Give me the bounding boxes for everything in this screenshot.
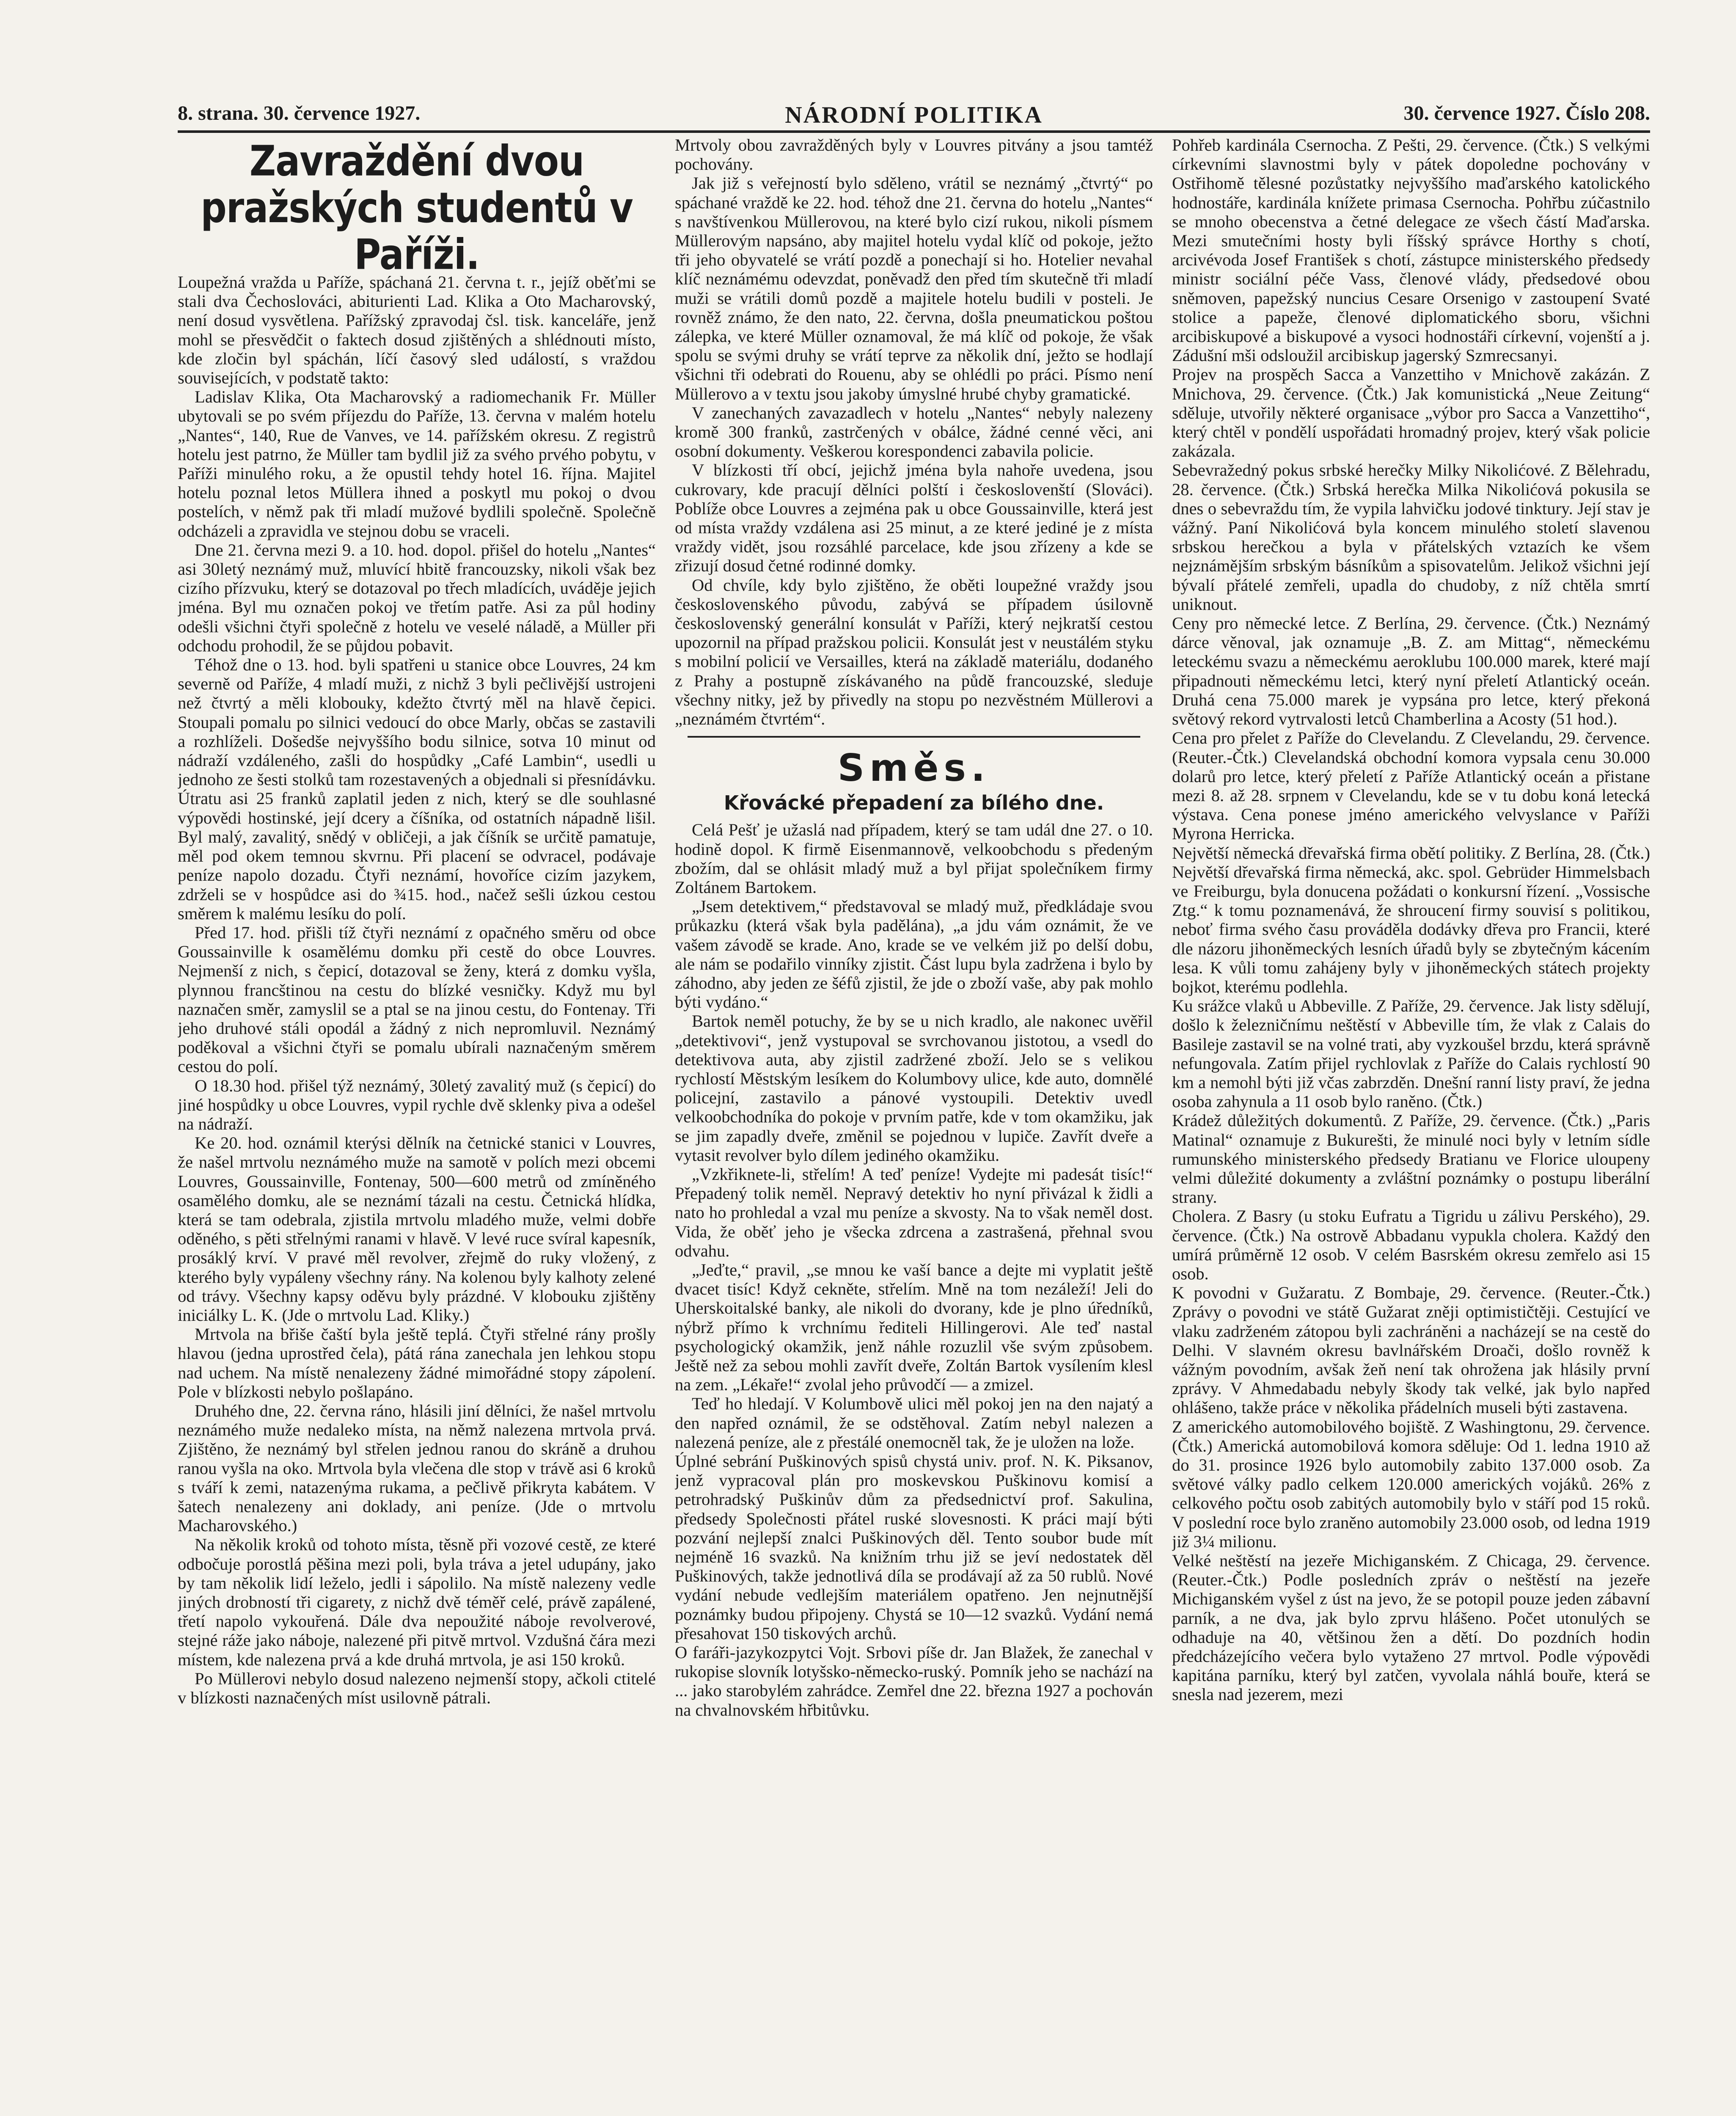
article-paragraph: Loupežná vražda u Paříže, spáchaná 21. června t. r., jejíž oběťmi se stali dva Čechoslováci, abiturienti Lad. Klika a Oto Macharovský, není dosud vysvětlena. Pařížský zpravodaj čsl. tisk. kanceláře, jenž mohl se přesvědčit o faktech dosud zjištěných a shlédnouti místo, kde zločin byl spáchán, líčí časový sled událostí, s vraždou souvisejících, v podstatě takto: (178, 273, 656, 388)
article-paragraph: Před 17. hod. přišli tíž čtyři neznámí z opačného směru od obce Goussainville k osamělému domku při cestě do obce Louvres. Nejmenší z nich, s čepicí, dotazoval se ženy, která z domku vyšla, plynnou francštinou na cestu do blízké vesničky. Když mu byl naznačen směr, zamyslil se a ptal se na jinou cestu, do Fontenay. Tři jeho druhové stáli opodál a žádný z nich nepromluvil. Neznámý poděkoval a všichni čtyři se pomalu ubírali naznačeným směrem cestou do polí. (178, 923, 656, 1076)
news-item: Krádež důležitých dokumentů. Z Paříže, 29. července. (Čtk.) „Paris Matinal“ oznamuje z Bukurešti, že minulé noci byly v letním sídle rumunského ministerského předsedy Bratianu ve Florice uloupeny velmi důležité dokumenty a zvláštní poznámky o postupu liberální strany. (1172, 1111, 1650, 1207)
article-paragraph: Jak již s veřejností bylo sděleno, vrátil se neznámý „čtvrtý“ po spáchané vraždě ke 22. hod. téhož dne 21. června do hotelu „Nantes“ s navštívenkou Müllerovou, na které bylo cizí rukou, nikoli písmem Müllerovým napsáno, aby majitel hotelu vydal klíč od pokoje, ježto tři jeho obyvatelé se vrátí pozdě a ponechají si ho. Hotelier nevahal klíč neznámému odevzdat, poněvadž den před tím skutečně tři mladí muži se vrátili domů pozdě a majitele hotelu budili v posteli. Je rovněž známo, že den nato, 22. června, došla pneumatickou poštou zálepka, ve které Müller oznamoval, že má klíč od pokoje, že však spolu se svými druhy se vrátí teprve za několik dní, ježto se hodlají všichni tři odebrati do Rouenu, aby se ohlédli po práci. Písmo není Müllerovo a v textu jsou jakoby úmyslné hrubé chyby gramatické. (675, 174, 1153, 403)
news-item: Úplné sebrání Puškinových spisů chystá univ. prof. N. K. Piksanov, jenž vypracoval plán pro moskevskou Puškinovu komisí a petrohradský Puškinův dům za předsednictví prof. Sakulina, předsedy Společnosti přátel ruské slovesnosti. K práci mají býti pozvání nejlepší znalci Puškinových děl. Tento soubor bude mít nejméně 16 svazků. Na knižním trhu již se jeví nedostatek děl Puškinových, takže jednotlivá díla se prodávají až za 50 rublů. Nové vydání nebude vedlejším materiálem opatřeno. Jen nejnutnější poznámky budou připojeny. Chystá se 10—12 svazků. Vydání nemá přesahovat 150 tiskových archů. (675, 1452, 1153, 1643)
article-paragraph: Celá Pešť je užaslá nad případem, který se tam udál dne 27. o 10. hodině dopol. K firmě Eisenmannově, velkoobchodu s předeným zbožím, dal se ohlásit mladý muž a byl přijat společníkem firmy Zoltánem Bartokem. (675, 820, 1153, 897)
article-paragraph: Bartok neměl potuchy, že by se u nich kradlo, ale nakonec uvěřil „detektivovi“, jenž vystupoval se svrchovanou jistotou, a vsedl do detektivova auta, aby zjistil zadržené zboží. Jelo se s velikou rychlostí Městským lesíkem do Kolumbovy ulice, kde auto, domnělé policejní, zastavilo a pánové vystoupili. Detektiv uvedl velkoobchodníka do pokoje v prvním patře, kde v tom okamžiku, jak se jim zapadly dveře, změnil se pojednou v lupiče. Zavřít dveře a vytasit revolver bylo dílem jediného okamžiku. (675, 1011, 1153, 1165)
article-headline: Zavraždění dvou pražských studentů v Paříži. (201, 137, 633, 279)
article-body (178, 273, 656, 1707)
article-paragraph: Téhož dne o 13. hod. byli spatřeni u stanice obce Louvres, 24 km severně od Paříže, 4 mladí muži, z nichž 3 byli pečlivější ustrojeni než čtvrtý a měli klobouky, kdežto čtvrtý měl na hlavě čepici. Stoupali pomalu po silnici vedoucí do obce Marly, občas se zastavili a rozhlíželi. Došedše nejvyššího bodu silnice, sotva 10 minut od nádraží vzdáleného, zašli do hospůdky „Café Lambin“, usedli u jednoho ze šesti stolků tam rozestavených a objednali si přesnídávku. Útratu asi 25 franků zaplatil jeden z nich, který se dle souhlasné výpovědi hostinské, její dcery a číšníka, od ostatních nápadně lišil. Byl malý, zavalitý, snědý v obličeji, a jak číšník se určitě pamatuje, měl pod okem temnou skvrnu. Při placení se odvracel, podávaje peníze napolo dozadu. Čtyři neznámí, hovoříce cizím jazykem, zdrželi se v hospůdce asi do ¾15. hod., načež sešli úzkou cestou směrem k malému lesíku do polí. (178, 655, 656, 923)
article-paragraph: Ladislav Klika, Ota Macharovský a radiomechanik Fr. Müller ubytovali se po svém příjezdu do Paříže, 13. června v malém hotelu „Nantes“, 140, Rue de Vanves, ve 14. pařížském okresu. Z registrů hotelu jest patrno, že Müller tam bydlil již za svého prvého pobytu, v Paříži minulého roku, a že opustil tehdy hotel 16. října. Majitel hotelu poznal letos Müllera ihned a poskytl mu pokoj o dvou postelích, v němž pak tři mladí mužové bydlili společně. Společně odcházeli a zpravidla ve stejnou dobu se vraceli. (178, 387, 656, 540)
news-item: K povodni v Gužaratu. Z Bombaje, 29. července. (Reuter.-Čtk.) Zprávy o povodni ve státě Gužarat zněji optimističtěji. Cestující ve vlaku zadrženém zátopou byli zachráněni a nacházejí se na cestě do Delhi. V slavném okresu bavlnářském Droači, došlo rovněž k vážným povodním, avšak žeň není tak ohrožena jak hlásily první zprávy. V Ahmedabadu nebyly škody tak velké, jak bylo napřed ohlášeno, takže práce v několika přádelních museli býti zastavena. (1172, 1283, 1650, 1417)
newspaper-masthead: NÁRODNÍ POLITIKA (785, 102, 1043, 128)
article-paragraph: V blízkosti tří obcí, jejichž jména byla nahoře uvedena, jsou cukrovary, kde pracují dělníci polští i českoslovenští (Slováci). Poblíže obce Louvres a zejména pak u obce Goussainville, která jest od místa vraždy vzdálena asi 25 minut, a ze které jediné je z místa vraždy vidět, jsou rozsáhlé parcelace, kde jsou zřízeny a kde se zřizují dosud četné rodinné domky. (675, 460, 1153, 576)
page-header (178, 96, 1650, 133)
column-1 (178, 135, 656, 2116)
article-paragraph: Druhého dne, 22. června ráno, hlásili jiní dělníci, že našel mrtvolu neznámého muže nedaleko místa, na němž nalezena mrtvola prvá. Zjištěno, že neznámý byl střelen jednou ranou do skráně a druhou ranou vyšla na oko. Mrtvola byla vlečena dle stop v trávě asi 6 kroků s tváří k zemi, natazenýma rukama, a pečlivě přikryta kabátem. V šatech nenalezeny ani doklady, ani peníze. (Jde o mrtvolu Macharovského.) (178, 1401, 656, 1535)
article-paragraph: V zanechaných zavazadlech v hotelu „Nantes“ nebyly nalezeny kromě 300 franků, zastrčených v obálce, žádné cenné věci, ani osobní dokumenty. Veškerou korespondenci zabavila policie. (675, 403, 1153, 461)
news-item: Sebevražedný pokus srbské herečky Milky Nikolićové. Z Bělehradu, 28. července. (Čtk.) Srbská herečka Milka Nikolićová pokusila se dnes o sebevraždu tím, že vypila lahvičku jodové tinktury. Její stav je vážný. Paní Nikolićová byla koncem minulého století slavenou srbskou herečkou a byla v přátelských vztazích ke všem nejznámějším srbským básníkům a spisovatelům. Jelikož všichni její bývalí přátelé zemřeli, upadla do chudoby, z níž chtěla smrtí uniknout. (1172, 460, 1650, 614)
article-paragraph: Mrtvoly obou zavražděných byly v Louvres pitvány a jsou tamtéž pochovány. (675, 135, 1153, 174)
news-item: Pohřeb kardinála Csernocha. Z Pešti, 29. července. (Čtk.) S velkými církevními slavnostmi byly v pátek dopoledne pochovány v Ostřihomě tělesné pozůstatky nejvyššího maďarského katolického hodnostáře, kardinála knížete primasa Csernocha. Pohřbu zúčastnilo se mnoho obecenstva a četné delegace ze všech částí Maďarska. Mezi smutečními hosty byli říšský správce Horthy s chotí, arcivévoda Josef František s chotí, zástupce ministerského předsedy ministr sociální péče Vass, členové vlády, předsedové obou sněmoven, papežský nuncius Cesare Orsenigo v zastoupení Svaté stolice a papeže, členové diplomatického sboru, všichni arcibiskupové a biskupové a vysoci hodnostáři církevní, vojenští a j. Zádušní mši odsloužil arcibiskup jagerský Szmrecsanyi. (1172, 135, 1650, 365)
news-item: Z amerického automobilového bojiště. Z Washingtonu, 29. července. (Čtk.) Americká automobilová komora sděluje: Od 1. ledna 1910 až do 31. prosince 1926 bylo automobily zabito 137.000 osob. Za světové války padlo celkem 120.000 amerických vojáků. 26% z celkového počtu osob zabitých automobily bylo v stáří pod 15 roků. V poslední roce bylo zraněno automobily 23.000 osob, od ledna 1919 již 3¼ milionu. (1172, 1417, 1650, 1551)
column-3 (1172, 135, 1650, 2116)
news-item: O faráři-jazykozpytci Vojt. Srbovi píše dr. Jan Blažek, že zanechal v rukopise slovník lotyšsko-německo-ruský. Pomník jeho se nachází na ... jako starobylém zahrádce. Zemřel dne 22. března 1927 a pochován na chvalnovském hřbitůvku. (675, 1643, 1153, 1719)
news-item: Projev na prospěch Sacca a Vanzettiho v Mnichově zakázán. Z Mnichova, 29. července. (Čtk.) Jak komunistická „Neue Zeitung“ sděluje, utvořily některé organisace „výbor pro Sacca a Vanzettiho“, který chtěl v pondělí uspořádati hromadný projev, který však policie zakázala. (1172, 365, 1650, 461)
article-paragraph: Dne 21. června mezi 9. a 10. hod. dopol. přišel do hotelu „Nantes“ asi 30letý neznámý muž, mluvící hbitě francouzsky, nikoli však bez cizího přízvuku, který se dotazoval po třech mladících, uváděje jejich jména. Byl mu označen pokoj ve třetím patře. Asi za půl hodiny odešli všichni čtyři společně z hotelu ve veselé náladě, a Müller při odchodu prohodil, že se půjdou pobavit. (178, 540, 656, 655)
article-continuation (675, 135, 1153, 728)
article-paragraph: Mrtvola na břiše čaští byla ještě teplá. Čtyři střelné rány prošly hlavou (jedna uprostřed čela), pátá rána zanechala jen lehkou stopu nad uchem. Na místě nenalezeny žádné mimořádné stopy zápolení. Pole v blízkosti nebylo pošlapáno. (178, 1325, 656, 1401)
section-body (675, 820, 1153, 1719)
news-item: Velké neštěstí na jezeře Michiganském. Z Chicaga, 29. července. (Reuter.-Čtk.) Podle posledních zpráv o neštěstí na jezeře Michiganském vyšel z úst na jevo, že se potopil pouze jeden zábavní parník, a ne dva, jak bylo zprvu hlášeno. Počet utonulých se odhaduje na 40, většinou žen a dětí. Do pozdních hodin předcházejícího večera bylo vytaženo 27 mrtvol. Podle výpovědi kapitána parníku, který byl zatčen, vyvolala náhlá bouře, která se snesla nad jezerem, mezi (1172, 1551, 1650, 1704)
article-paragraph: Na několik kroků od tohoto místa, těsně při vozové cestě, ze které odbočuje porostlá pěšina mezi poli, byla tráva a jetel udupány, jako by tam několik lidí leželo, jedli i sápolilo. Na místě nalezeny vedle jiných drobností tři cigarety, z nichž dvě téměř celé, právě zapálené, třetí napolo vykouřená. Dále dva nepoužité náboje revolverové, stejné ráže jako náboje, nalezené při pitvě mrtvol. Vzdušná čára mezi místem, kde nalezena prvá a kde druhá mrtvola, je asi 150 kroků. (178, 1535, 656, 1669)
header-date-right: 30. července 1927. Číslo 208. (1403, 102, 1650, 124)
section-divider (688, 736, 1140, 738)
article-paragraph: „Jeďte,“ pravil, „se mnou ke vaší bance a dejte mi vyplatit ještě dvacet tisíc! Když cekněte, střelím. Mně na tom nezáleží! Jeli do Uherskoitalské banky, ale nikoli do dvorany, kde je plno úředníků, nýbrž přímo k vrchnímu řediteli Hillingerovi. Ale teď nastal psychologický okamžik, jenž náhle rozuzlil vše svým způsobem. Ještě než za sebou mohli zavřít dveře, Zoltán Bartok vysílením klesl na zem. „Lékaře!“ zvolal jeho průvodčí — a zmizel. (675, 1260, 1153, 1394)
article-paragraph: „Jsem detektivem,“ představoval se mladý muž, předkládaje svou průkazku (která však byla padělána), „a jdu vám oznámit, že ve vašem závodě se krade. Ano, krade se ve velkém již po delší dobu, ale nám se podařilo vinníky zjistit. Část lupu byla zadržena i bylo by záhodno, aby jeden ze šéfů zjistil, že jde o zboží vaše, aby pak mohlo býti vydáno.“ (675, 897, 1153, 1012)
news-item: Cholera. Z Basry (u stoku Eufratu a Tigridu u zálivu Perského), 29. července. (Čtk.) Na ostrově Abbadanu vypukla cholera. Každý den umírá průměrně 12 osob. V celém Basrském okresu zemřelo asi 15 osob. (1172, 1207, 1650, 1283)
article-paragraph: Teď ho hledají. V Kolumbově ulici měl pokoj jen na den najatý a den napřed oznámil, že se odstěhoval. Zatím nebyl nalezen a nalezená peníze, ale z přestálé onemocněl tak, že je uložen na lože. (675, 1394, 1153, 1452)
header-date-left: 8. strana. 30. července 1927. (178, 102, 421, 124)
news-item: Ku srážce vlaků u Abbeville. Z Paříže, 29. července. Jak listy sdělují, došlo k železničnímu neštěstí v Abbeville tím, že vlak z Calais do Basileje zastavil se na volné trati, aby vyzkoušel brzdu, která správně nefungovala. Zatím přijel rychlovlak z Paříže do Calais rychlostí 90 km a nemohl býti již včas zabrzděn. Dnešní ranní listy praví, že jedna osoba zahynula a 11 osob bylo raněno. (Čtk.) (1172, 996, 1650, 1111)
news-item: Cena pro přelet z Paříže do Clevelandu. Z Clevelandu, 29. července. (Reuter.-Čtk.) Clevelandská obchodní komora vypsala cenu 30.000 dolarů pro letce, který přeletí z Paříže Atlantický oceán a přistane mezi 8. až 28. srpnem v Clevelandu, kde se v tu dobu koná letecká výstava. Cena ponese jméno amerického velvyslance v Paříži Myrona Herricka. (1172, 728, 1650, 843)
section-subtitle: Křovácké přepadení za bílého dne. (724, 791, 1104, 815)
article-paragraph: Ke 20. hod. oznámil kterýsi dělník na četnické stanici v Louvres, že našel mrtvolu neznámého muže na samotě v polích mezi obcemi Louvres, Goussainville, Fontenay, 500—600 metrů od zmíněného osamělého domku, ale se neznámí tázali na cestu. Četnická hlídka, která se tam odebrala, zjistila mrtvolu mladého muže, velmi dobře oděného, s pěti střelnými ranami v hlavě. V levé ruce svíral kapesník, prosáklý krví. V pravé měl revolver, zřejmě do ruky vložený, z kterého byly vypáleny všechny rány. Na kolenou byly kalhoty zelené od trávy. Všechny kapsy oděvu byly prázdné. V klobouku zjištěny iniciálky L. K. (Jde o mrtvolu Lad. Kliky.) (178, 1133, 656, 1325)
article-columns (178, 135, 1650, 2116)
column-2 (675, 135, 1153, 2116)
section-title: Směs. (837, 746, 990, 790)
news-item: Ceny pro německé letce. Z Berlína, 29. července. (Čtk.) Neznámý dárce věnoval, jak oznamuje „B. Z. am Mittag“, německému leteckému svazu a německému aeroklubu 100.000 marek, které mají připadnouti německému letci, který nyní přeletí Atlantický oceán. Druhá cena 75.000 marek je vypsána pro letce, který překoná světový rekord vytrvalosti letců Chamberlina a Acosty (51 hod.). (1172, 614, 1650, 729)
article-paragraph: Po Müllerovi nebylo dosud nalezeno nejmenší stopy, ačkoli ctitelé v blízkosti naznačených míst usilovně pátrali. (178, 1669, 656, 1708)
news-item: Největší německá dřevařská firma obětí politiky. Z Berlína, 28. (Čtk.) Největší dřevařská firma německá, akc. spol. Gebrüder Himmelsbach ve Freiburgu, byla donucena požádati o konkursní řízení. „Vossische Ztg.“ k tomu poznamenává, že shroucení firmy souvisí s politikou, neboť firma svého času prováděla dodávky dřeva pro Francii, které dle názoru jihoněmeckých lesních úřadů byly se zbytečným kácením lesa. K vůli tomu zahájeny byly v jihoněmeckých státech projekty bojkot, kterému podlehla. (1172, 843, 1650, 996)
article-paragraph: „Vzkřiknete-li, střelím! A teď peníze! Vydejte mi padesát tisíc!“ Přepadený tolik neměl. Nepravý detektiv ho nyní přivázal k židli a nato ho prohledal a vzal mu peníze a skvosty. Na to však neměl dost. Vida, že oběť jeho je všecka zdrcena a zastrašená, přehnal svou odvahu. (675, 1164, 1153, 1260)
article-paragraph: Od chvíle, kdy bylo zjištěno, že oběti loupežné vraždy jsou československého původu, zabývá se případem úsilovně československý generální konsulát v Paříži, který nejkratší cestou upozornil na případ pražskou policii. Konsulát jest v neustálém styku s mobilní policií ve Versailles, která na základě materiálu, dodaného z Prahy a postupně získávaného na půdě francouzské, sleduje všechny nitky, jež by přivedly na stopu po nezvěstném Müllerovi a „neznámém čtvrtém“. (675, 575, 1153, 729)
article-paragraph: O 18.30 hod. přišel týž neznámý, 30letý zavalitý muž (s čepicí) do jiné hospůdky u obce Louvres, vypil rychle dvě sklenky piva a odešel na nádraží. (178, 1076, 656, 1133)
